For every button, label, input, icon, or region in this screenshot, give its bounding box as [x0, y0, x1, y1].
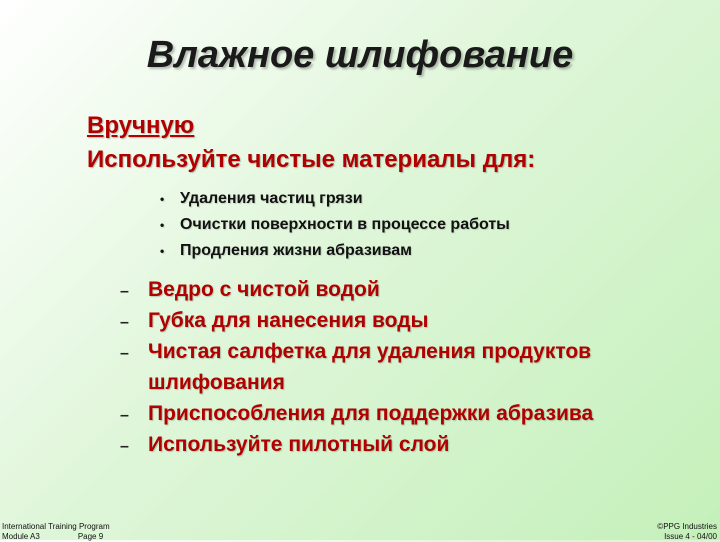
- footer-copyright: ©PPG Industries: [657, 522, 717, 531]
- footer-right: [657, 522, 717, 542]
- footer-left: [2, 522, 110, 542]
- list-item: • Очистки поверхности в процессе работы: [160, 212, 510, 238]
- list-item: – Губка для нанесения воды: [120, 305, 700, 336]
- bullet-icon: •: [160, 192, 165, 206]
- footer-program: International Training Program: [2, 522, 110, 531]
- list-item: – Используйте пилотный слой: [120, 429, 700, 460]
- bullet-icon: •: [160, 244, 165, 258]
- subheading-use-clean-materials: Используйте чистые материалы для:: [87, 146, 536, 173]
- list-item: – Приспособления для поддержки абразива: [120, 398, 700, 429]
- bullet-icon: •: [160, 218, 165, 232]
- dash-icon: –: [120, 314, 129, 331]
- dash-icon: –: [120, 345, 129, 362]
- list-item: • Продления жизни абразивам: [160, 238, 510, 264]
- slide-title: Влажное шлифование: [146, 34, 574, 76]
- footer-issue: Issue 4 - 04/00: [664, 532, 717, 541]
- list-item: – Чистая салфетка для удаления продуктов шлифования: [120, 340, 592, 394]
- list-item: • Удаления частиц грязи: [160, 186, 510, 212]
- dash-icon: –: [120, 438, 129, 455]
- materials-dash-list: [120, 274, 700, 460]
- footer-module: Module A3: [2, 532, 40, 541]
- list-item: – Ведро с чистой водой: [120, 274, 700, 305]
- footer-page: Page 9: [77, 532, 104, 541]
- purpose-bullet-list: [160, 186, 510, 264]
- dash-icon: –: [120, 283, 129, 300]
- subheading-manual: Вручную: [87, 112, 195, 139]
- dash-icon: –: [120, 407, 129, 424]
